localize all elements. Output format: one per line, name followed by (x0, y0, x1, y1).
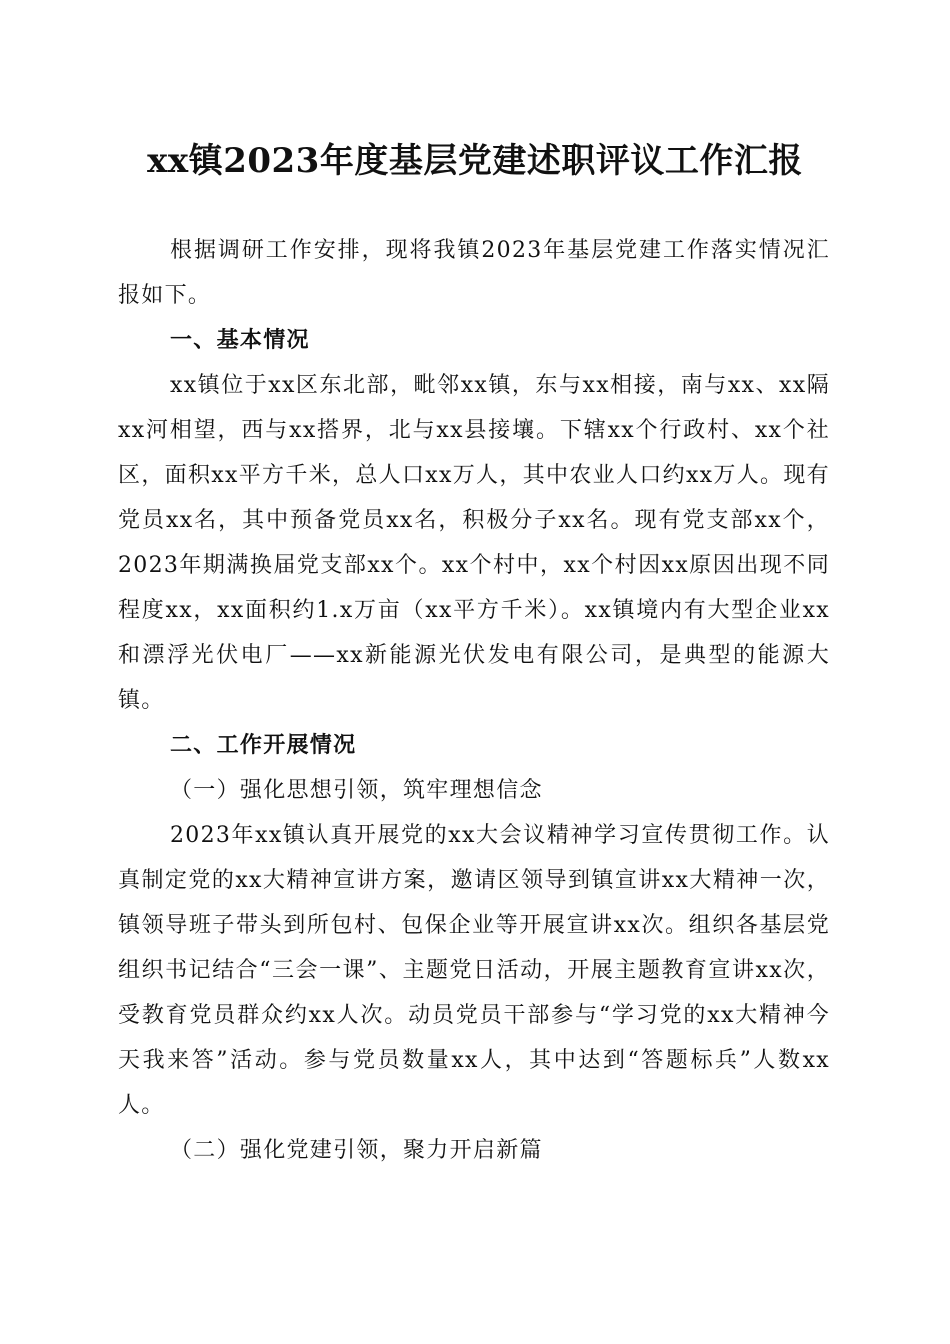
document-body (118, 228, 830, 1173)
subheading-party-building-guidance: （二）强化党建引领，聚力开启新篇 (170, 1138, 543, 1163)
section-heading-work-progress: 二、工作开展情况 (170, 733, 357, 758)
subheading-ideological-guidance: （一）强化思想引领，筑牢理想信念 (170, 778, 543, 803)
section-heading-basic-situation: 一、基本情况 (170, 328, 310, 353)
basic-situation-paragraph: xx镇位于xx区东北部，毗邻xx镇，东与xx相接，南与xx、xx隔xx河相望，西与xx搭界，北与xx县接壤。下辖xx个行政村、xx个社区，面积xx平方千米，总人口xx万人，其中农业人口约xx万人。现有党员xx名，其中预备党员xx名，积极分子xx名。现有党支部xx个，2023年期满换届党支部xx个。xx个村中，xx个村因xx原因出现不同程度xx，xx面积约1.x万亩（xx平方千米）。xx镇境内有大型企业xx和漂浮光伏电厂——xx新能源光伏发电有限公司，是典型的能源大镇。 (118, 373, 830, 713)
intro-paragraph: 根据调研工作安排，现将我镇2023年基层党建工作落实情况汇报如下。 (118, 238, 830, 308)
document-title: xx镇2023年度基层党建述职评议工作汇报 (147, 141, 803, 181)
ideological-guidance-paragraph: 2023年xx镇认真开展党的xx大会议精神学习宣传贯彻工作。认真制定党的xx大精神宣讲方案，邀请区领导到镇宣讲xx大精神一次，镇领导班子带头到所包村、包保企业等开展宣讲xx次。组织各基层党组织书记结合“三会一课”、主题党日活动，开展主题教育宣讲xx次，受教育党员群众约xx人次。动员党员干部参与“学习党的xx大精神今天我来答”活动。参与党员数量xx人，其中达到“答题标兵”人数xx人。 (118, 823, 830, 1118)
